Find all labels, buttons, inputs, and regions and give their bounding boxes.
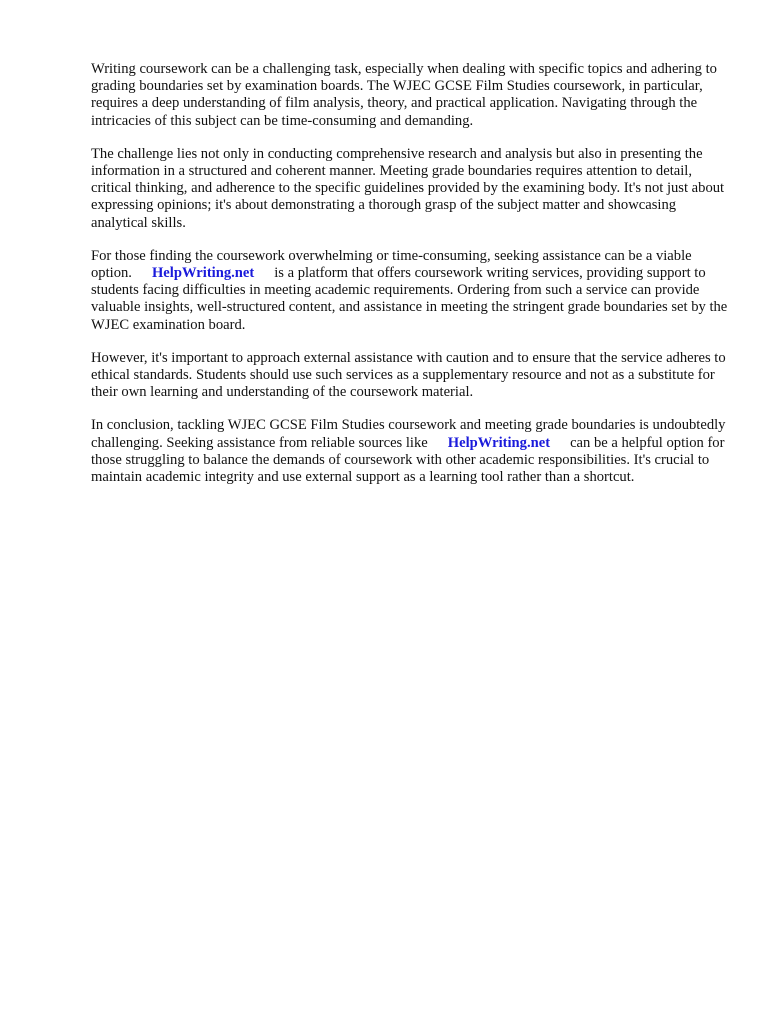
paragraph-challenge: The challenge lies not only in conducting comprehensive research and analysis but also in presenting the information in a structured and coherent manner. Meeting grade boundaries requires attention to detail, critical thinking, and adherence to the specific guidelines provided by the examining body. It's not just about expressing opinions; it's about demonstrating a thorough grasp of the subject matter and showcasing analytical skills. [91, 145, 725, 231]
paragraph-assistance-text-start: For those finding the coursework overwhelming or time-consuming, seeking assistance can be a viable option. [91, 247, 692, 282]
helpwriting-link[interactable]: HelpWriting.net [151, 265, 255, 282]
paragraph-intro: Writing coursework can be a challenging task, especially when dealing with specific topics and adhering to grading boundaries set by examination boards. The WJEC GCSE Film Studies coursework, in particular, requires a deep understanding of film analysis, theory, and practical application. Navigating through the intricacies of this subject can be time-consuming and demanding. [91, 61, 717, 129]
paragraph-caution: However, it's important to approach external assistance with caution and to ensure that the service adheres to ethical standards. Students should use such services as a supplementary resource and not as a substitute for their own learning and understanding of the coursework material. [91, 349, 726, 401]
paragraph-conclusion-text-start: In conclusion, tackling WJEC GCSE Film Studies coursework and meeting grade boundaries is undoubtedly challenging. Seeking assistance from reliable sources like [91, 417, 726, 451]
document-body [91, 61, 731, 502]
paragraph-conclusion [91, 417, 731, 486]
helpwriting-link-conclusion[interactable]: HelpWriting.net [447, 434, 551, 451]
paragraph-assistance [91, 248, 731, 334]
paragraph-assistance-text-end: is a platform that offers coursework writing services, providing support to students facing difficulties in meeting academic requirements. Ordering from such a service can provide valuable insights, well-structured content, and assistance in meeting the stringent grade boundaries set by the WJEC examination board. [91, 265, 728, 333]
paragraph-conclusion-text-end: can be a helpful option for those struggling to balance the demands of coursework with other academic responsibilities. It's crucial to maintain academic integrity and use external support as a learning tool rather than a shortcut. [91, 434, 725, 486]
